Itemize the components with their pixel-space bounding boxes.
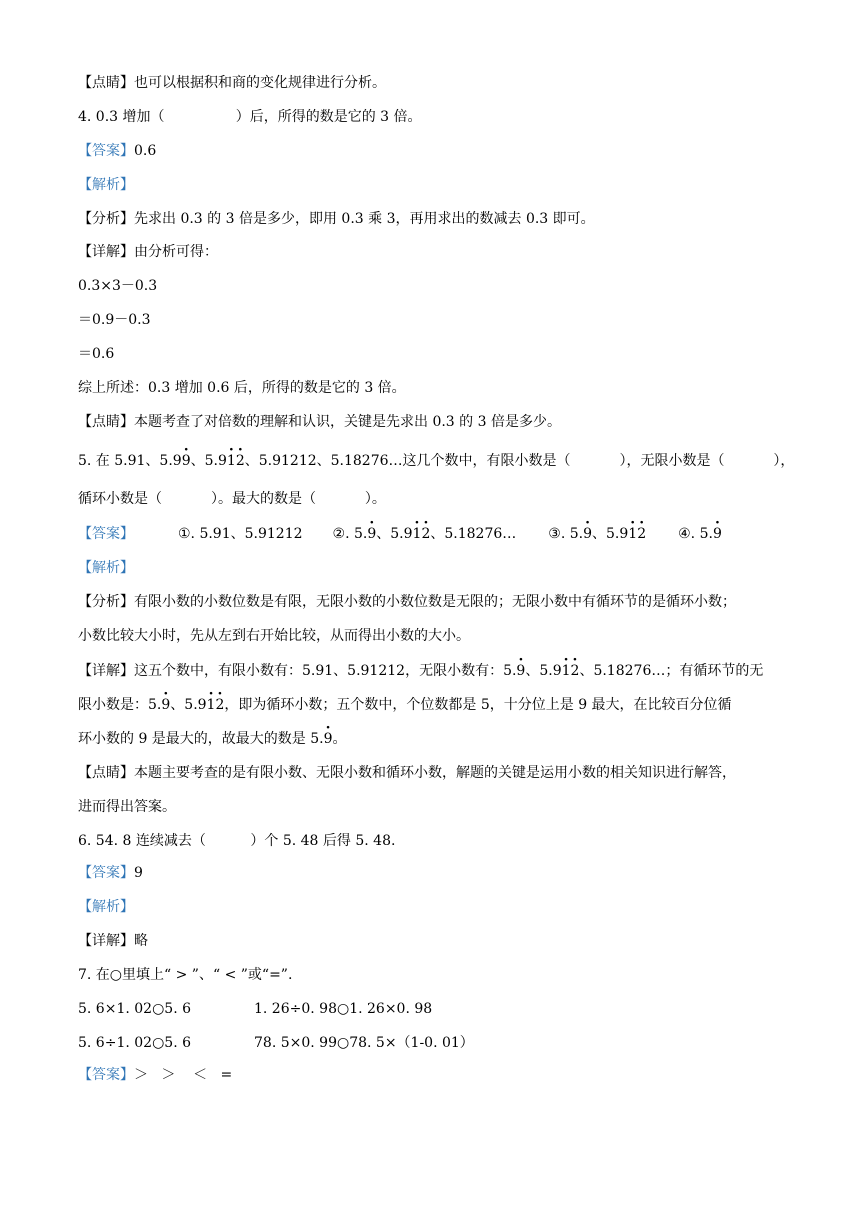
q4-summary: 综上所述：0.3 增加 0.6 后，所得的数是它的 3 倍。: [78, 380, 406, 396]
answer-tag: 【答案】: [78, 526, 134, 542]
q5-dianjing-1: 【点睛】本题主要考查的是有限小数、无限小数和循环小数，解题的关键是运用小数的相关知识进行解答，: [78, 765, 736, 781]
answer-value: 0.6: [134, 143, 157, 159]
q4-calc-3: ＝0.6: [78, 346, 115, 362]
q4-calc-1: 0.3×3－0.3: [78, 278, 158, 294]
answer-tag: 【答案】: [78, 865, 134, 881]
question-5-line-2: 循环小数是（ ）。最大的数是（ ）。: [78, 491, 386, 507]
q4-xiangjie: 【详解】由分析可得：: [78, 244, 218, 260]
q6-answer: [78, 863, 143, 883]
q5-xiangjie-3: 环小数的 9 是最大的，故最大的数是 5.· 9。: [78, 729, 347, 749]
q5-dianjing-2: 进而得出答案。: [78, 799, 176, 815]
q5-answer: 【答案】 ①. 5.91、5.91212 ②. 5.· 9、5.9· 1· 2、5.18276… ③. 5.· 9、5.9· 1· 2 ④. 5.· 9: [78, 524, 722, 544]
q4-answer: [78, 141, 156, 161]
q6-xiangjie: 【详解】略: [78, 933, 148, 949]
q5-fenxi-1: 【分析】有限小数的小数位数是有限，无限小数的小数位数是无限的；无限小数中有循环节的是循环小数；: [78, 594, 736, 610]
q4-analysis-tag: 【解析】: [78, 177, 134, 193]
q6-analysis-tag: 【解析】: [78, 899, 134, 915]
question-7: 7. 在○里填上“ > ”、“ < ”或“=”.: [78, 967, 293, 983]
question-6: 6. 54. 8 连续减去（ ）个 5. 48 后得 5. 48.: [78, 833, 396, 849]
q5-fenxi-2: 小数比较大小时，先从左到右开始比较，从而得出小数的大小。: [78, 628, 470, 644]
q7-row-1-right: 1. 26÷0. 98○1. 26×0. 98: [254, 1001, 433, 1017]
question-5-line-1: 5. 在 5.91、5.9· 9、5.9· 1· 2、5.91212、5.18276…这几个数中，有限小数是（ ），无限小数是（ ），: [78, 451, 794, 471]
q7-row-1-left: 5. 6×1. 02○5. 6: [78, 1001, 191, 1017]
q4-dianjing: 【点睛】本题考查了对倍数的理解和认识，关键是先求出 0.3 的 3 倍是多少。: [78, 414, 561, 430]
q7-answer: [78, 1065, 232, 1085]
answer-value: 9: [134, 865, 143, 881]
question-4: 4. 0.3 增加（ ）后，所得的数是它的 3 倍。: [78, 109, 422, 125]
q4-calc-2: ＝0.9－0.3: [78, 312, 151, 328]
answer-tag: 【答案】: [78, 143, 134, 159]
q5-xiangjie-1: 【详解】这五个数中，有限小数有：5.91、5.91212，无限小数有：5.· 9、5.9· 1· 2、5.18276…；有循环节的无: [78, 661, 763, 681]
q7-row-2-right: 78. 5×0. 99○78. 5×（1-0. 01）: [254, 1035, 474, 1051]
point-note-1: 【点睛】也可以根据积和商的变化规律进行分析。: [78, 75, 386, 91]
answer-tag: 【答案】: [78, 1067, 134, 1083]
q5-analysis-tag: 【解析】: [78, 560, 134, 576]
q4-fenxi: 【分析】先求出 0.3 的 3 倍是多少，即用 0.3 乘 3，再用求出的数减去 0.3 即可。: [78, 211, 595, 227]
q5-xiangjie-2: 限小数是：5.· 9、5.9· 1· 2，即为循环小数；五个数中，个位数都是 5，十分位上是 9 最大，在比较百分位循: [78, 695, 732, 715]
q7-row-2-left: 5. 6÷1. 02○5. 6: [78, 1035, 191, 1051]
answer-value: ＞ ＞ ＜ =: [134, 1067, 233, 1083]
